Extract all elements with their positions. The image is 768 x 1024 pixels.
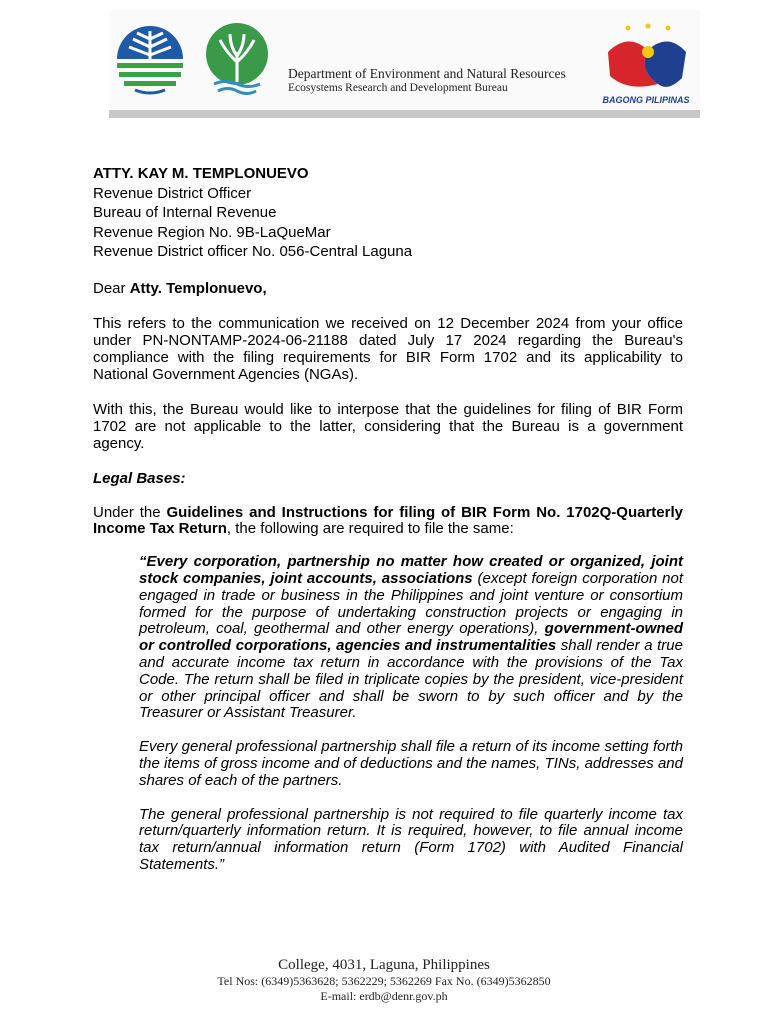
- footer-email: E-mail: erdb@denr.gov.ph: [320, 988, 448, 1003]
- bagong-pilipinas-logo: [598, 22, 694, 108]
- paragraph-3-guidelines: Guidelines and Instructions for filing of BIR Form No. 1702Q-Quarterly Income Tax Return: [93, 503, 683, 538]
- paragraph-3: [93, 505, 683, 539]
- header-divider: [109, 110, 700, 118]
- recipient-title: Revenue District Officer: [93, 184, 252, 202]
- salutation-name: Atty. Templonuevo,: [129, 279, 267, 297]
- department-name-block: [288, 66, 566, 96]
- quote-text-1: (except foreign corporation not engaged in trade or business in the Philippines and joint venture or consortium formed for the purpose of undertaking construction projects or engaging in petroleum, coal, geothermal and other energy operations),: [139, 570, 683, 638]
- recipient-name: ATTY. KAY M. TEMPLONUEVO: [93, 165, 309, 182]
- department-name: Department of Environment and Natural Resources: [288, 66, 566, 81]
- recipient-district: Revenue District officer No. 056-Central Laguna: [93, 243, 413, 260]
- letter-body: [93, 164, 683, 891]
- recipient-block: [93, 164, 683, 262]
- paragraph-1: This refers to the communication we received on 12 December 2024 from your office under PN-NONTAMP-2024-06-21188 dated July 17 2024 regarding the Bureau's compliance with the filing requirements for BIR Form 1702 and its applicability to National Government Agencies (NGAs).: [93, 315, 683, 383]
- salutation: [93, 281, 683, 298]
- erdb-logo: [200, 22, 275, 96]
- recipient-region: Revenue Region No. 9B-LaQueMar: [93, 223, 331, 241]
- bagong-pilipinas-text: BAGONG PILIPINAS: [602, 95, 690, 105]
- quote-paragraph-1: [139, 554, 683, 722]
- denr-logo: [113, 25, 187, 95]
- quote-paragraph-2: Every general professional partnership shall file a return of its income setting forth the items of gross income and of deductions and the names, TINs, addresses and shares of each of the partners.: [139, 738, 683, 789]
- footer-phones: Tel Nos: (6349)5363628; 5362229; 5362269 Fax No. (6349)5362850: [217, 974, 551, 988]
- recipient-office: Bureau of Internal Revenue: [93, 204, 277, 221]
- quote-bold-1: “Every corporation, partnership no matter how created or organized, joint stock companies, joint accounts, associations: [139, 553, 683, 588]
- quote-bold-2: government-owned or controlled corporations, agencies and instrumentalities: [139, 620, 683, 655]
- quote-text-2: shall render a true and accurate income tax return in accordance with the provisions of the Tax Code. The return shall be filed in triplicate copies by the president, vice-president or other principal officer and shall be sworn to by such officer and by the Treasurer or Assistant Treasurer.: [139, 637, 683, 722]
- paragraph-3-prefix: Under the: [93, 503, 167, 521]
- footer-address: College, 4031, Laguna, Philippines: [278, 957, 490, 973]
- salutation-prefix: Dear: [93, 279, 130, 297]
- paragraph-2: With this, the Bureau would like to interpose that the guidelines for filing of BIR Form 1702 are not applicable to the latter, considering that the Bureau is a government agency.: [93, 401, 683, 453]
- legal-bases-heading: Legal Bases:: [93, 469, 186, 487]
- letter-footer: [0, 956, 768, 1003]
- bureau-name: Ecosystems Research and Development Bureau: [288, 82, 508, 94]
- paragraph-3-suffix: , the following are required to file the same:: [226, 520, 514, 538]
- quote-paragraph-3: The general professional partnership is not required to file quarterly income tax return/quarterly information return. It is required, however, to file annual income tax return/annual information return (Form 1702) with Audited Financial Statements.”: [139, 805, 683, 874]
- legal-quote: [139, 554, 683, 874]
